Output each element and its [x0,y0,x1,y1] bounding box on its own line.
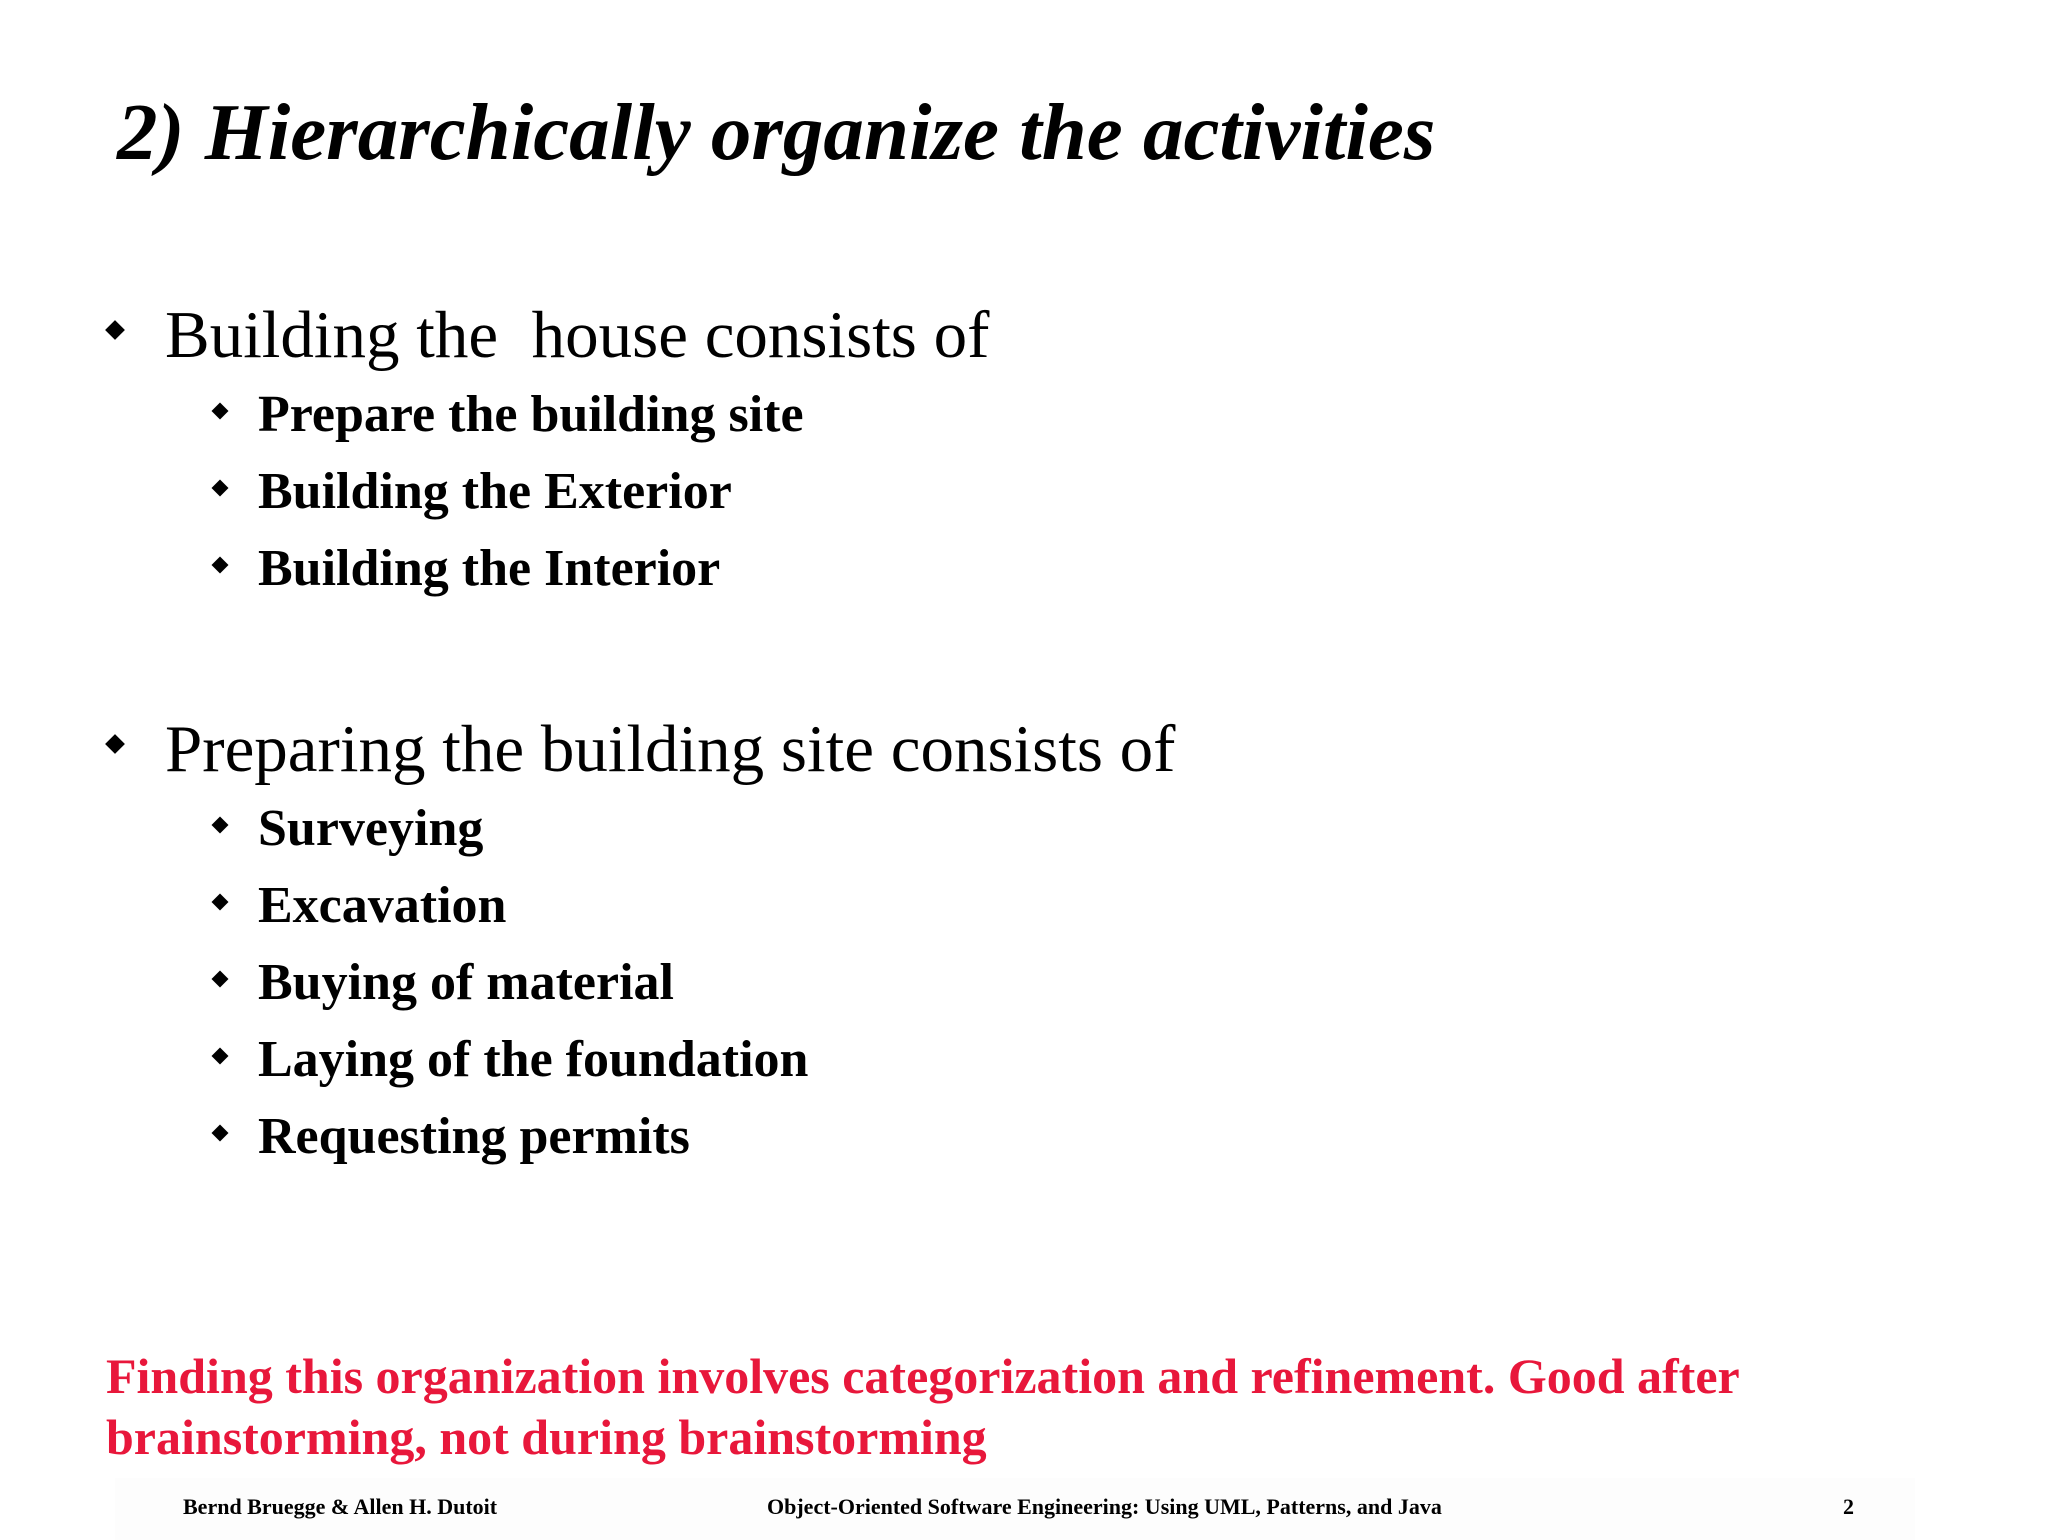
bullet-diamond-icon [212,557,229,574]
list-item [0,1107,2048,1167]
bullet-diamond-icon [212,971,229,988]
list-item-text: Surveying [258,800,484,857]
list-item-text: Laying of the foundation [258,1031,809,1088]
bullet-diamond-icon [212,894,229,911]
bullet-diamond-icon [212,817,229,834]
section-heading-text: Building the house consists of [165,298,990,372]
bullet-diamond-icon [105,320,125,340]
section-heading-text: Preparing the building site consists of [165,712,1176,786]
list-item-text: Building the Exterior [258,463,732,520]
bullet-diamond-icon [105,734,125,754]
list-item [0,462,2048,522]
list-item-text: Building the Interior [258,540,721,597]
bullet-diamond-icon [212,1125,229,1142]
bullet-diamond-icon [212,480,229,497]
list-item [0,799,2048,859]
list-item-text: Prepare the building site [258,386,804,443]
footer-book-title: Object-Oriented Software Engineering: Using UML, Patterns, and Java [767,1494,1442,1519]
list-item [0,953,2048,1013]
highlight-note: Finding this organization involves categorization and refinement. Good after brainstorming, not during brainstorming [106,1348,1739,1465]
list-item-text: Excavation [258,877,507,934]
section-heading-building-house [0,295,2048,385]
list-item-text: Buying of material [258,954,674,1011]
section-heading-preparing-site [0,709,2048,799]
list-item [0,876,2048,936]
bullet-diamond-icon [212,1048,229,1065]
bullet-diamond-icon [212,403,229,420]
page-number: 2 [1843,1494,1854,1519]
list-item [0,1030,2048,1090]
slide-footer [115,1478,1915,1540]
footer-authors: Bernd Bruegge & Allen H. Dutoit [183,1494,498,1519]
slide-title: 2) Hierarchically organize the activities [117,87,1436,177]
list-item [0,385,2048,445]
list-item [0,539,2048,599]
list-item-text: Requesting permits [258,1108,690,1165]
